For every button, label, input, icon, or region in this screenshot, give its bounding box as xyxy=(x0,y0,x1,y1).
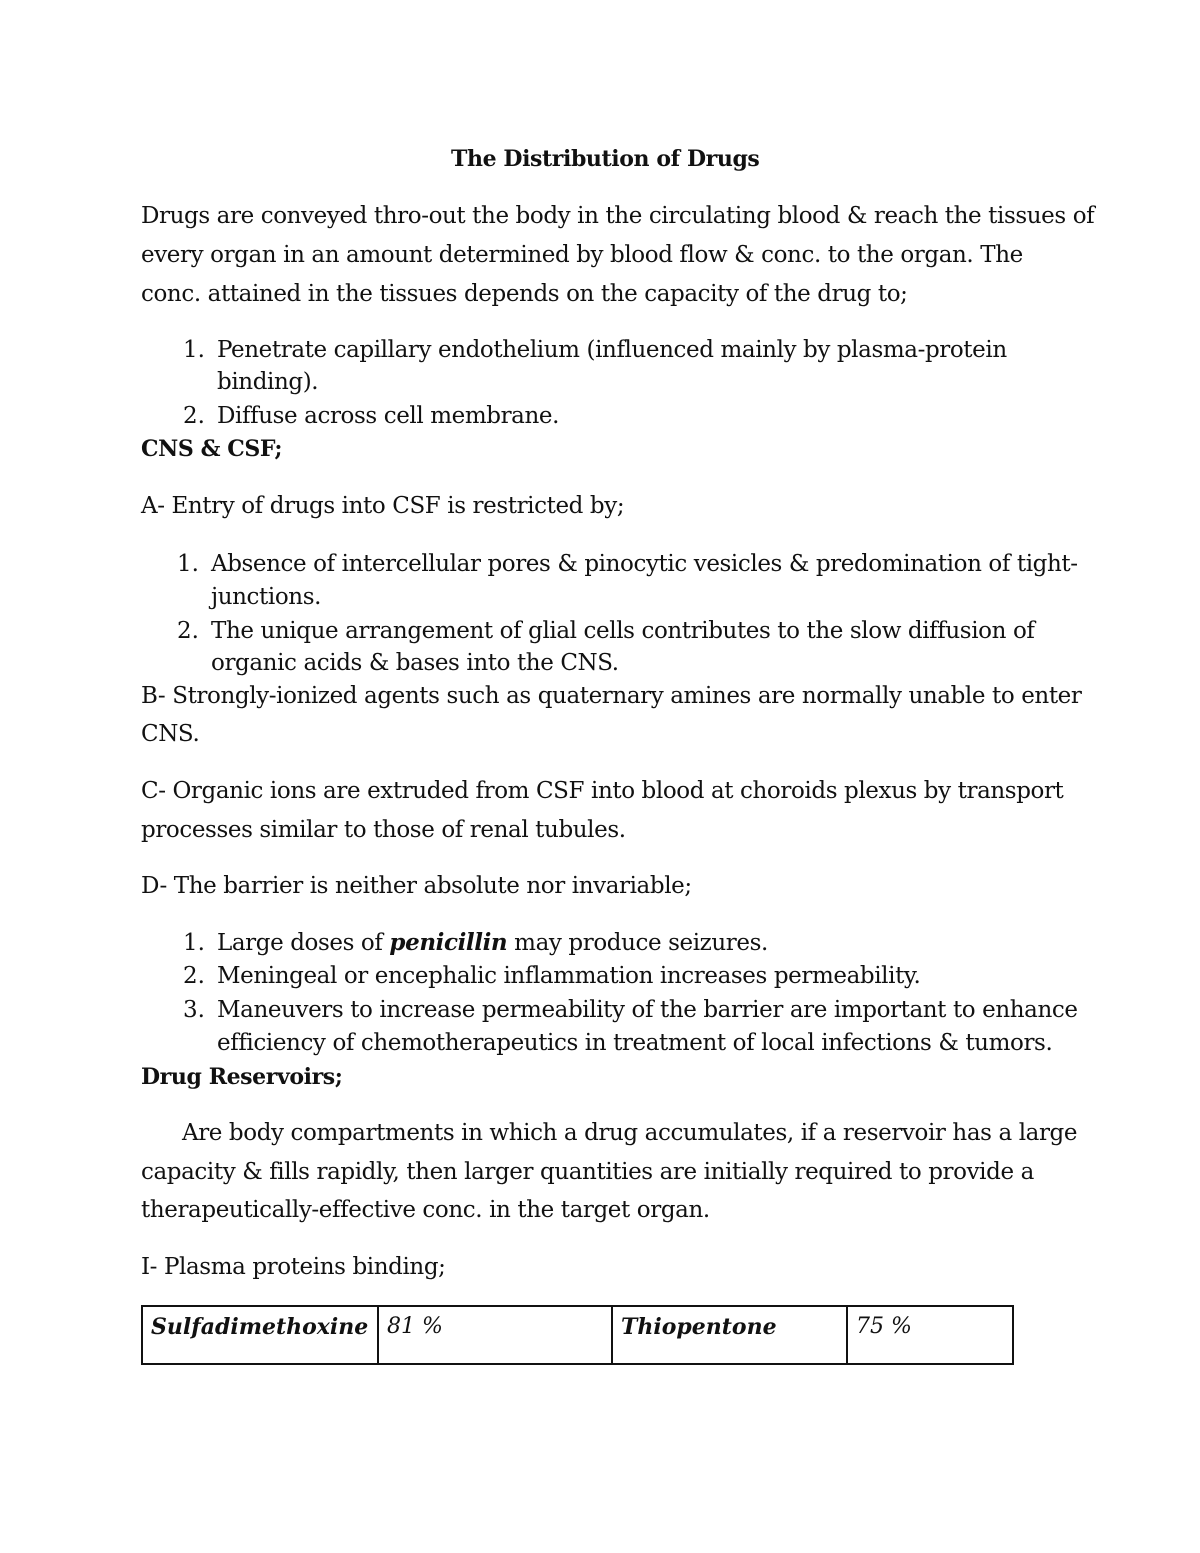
table-cell-drug: Thiopentone xyxy=(612,1306,847,1364)
reservoir-line-3: therapeutically-effective conc. in the target organ. xyxy=(141,1197,710,1223)
section-c-line-1: C- Organic ions are extruded from CSF into blood at choroids plexus by transport xyxy=(141,778,1064,804)
list-number: 2. xyxy=(183,963,205,989)
section-b-line-1: B- Strongly-ionized agents such as quaternary amines are normally unable to enter xyxy=(141,683,1082,709)
list-number: 1. xyxy=(183,930,205,956)
reservoir-line-1: Are body compartments in which a drug accumulates, if a reservoir has a large xyxy=(182,1120,1078,1146)
list-number: 2. xyxy=(177,618,199,644)
section-heading-cns: CNS & CSF; xyxy=(141,436,283,462)
list-item-text: junctions. xyxy=(211,584,322,610)
list-item-text: Diffuse across cell membrane. xyxy=(217,403,560,429)
list-number: 3. xyxy=(183,997,205,1023)
table-row xyxy=(142,1306,1013,1364)
plasma-binding-heading: I- Plasma proteins binding; xyxy=(141,1254,446,1280)
protein-binding-table xyxy=(141,1305,1014,1365)
section-c-line-2: processes similar to those of renal tubules. xyxy=(141,817,626,843)
drug-name-penicillin: penicillin xyxy=(389,929,508,956)
list-item-text-start: Large doses of xyxy=(217,930,390,956)
intro-line-1: Drugs are conveyed thro-out the body in the circulating blood & reach the tissues of xyxy=(141,203,1095,229)
list-number: 1. xyxy=(177,551,199,577)
table-cell-drug: Sulfadimethoxine xyxy=(142,1306,378,1364)
list-item-text: binding). xyxy=(217,369,319,395)
section-d-text: D- The barrier is neither absolute nor invariable; xyxy=(141,873,692,899)
table-cell-value: 81 % xyxy=(378,1306,612,1364)
list-item-text: organic acids & bases into the CNS. xyxy=(211,650,619,676)
intro-line-3: conc. attained in the tissues depends on the capacity of the drug to; xyxy=(141,281,908,307)
list-number: 1. xyxy=(183,337,205,363)
list-number: 2. xyxy=(183,403,205,429)
list-item-text xyxy=(217,928,768,958)
list-item-text: Meningeal or encephalic inflammation increases permeability. xyxy=(217,963,921,989)
table-cell-value: 75 % xyxy=(847,1306,1013,1364)
section-a-text: A- Entry of drugs into CSF is restricted by; xyxy=(141,493,625,519)
list-item-text: The unique arrangement of glial cells contributes to the slow diffusion of xyxy=(211,618,1035,644)
list-item-text-end: may produce seizures. xyxy=(507,930,768,956)
section-b-line-2: CNS. xyxy=(141,721,200,747)
list-item-text: Penetrate capillary endothelium (influenced mainly by plasma-protein xyxy=(217,337,1007,363)
list-item-text: Absence of intercellular pores & pinocytic vesicles & predomination of tight- xyxy=(211,551,1078,577)
list-item-text: efficiency of chemotherapeutics in treatment of local infections & tumors. xyxy=(217,1030,1053,1056)
list-item-text: Maneuvers to increase permeability of the barrier are important to enhance xyxy=(217,997,1078,1023)
reservoir-line-2: capacity & fills rapidly, then larger quantities are initially required to provide a xyxy=(141,1159,1034,1185)
document-title: The Distribution of Drugs xyxy=(451,146,760,172)
section-heading-reservoirs: Drug Reservoirs; xyxy=(141,1064,343,1090)
intro-line-2: every organ in an amount determined by blood flow & conc. to the organ. The xyxy=(141,242,1023,268)
